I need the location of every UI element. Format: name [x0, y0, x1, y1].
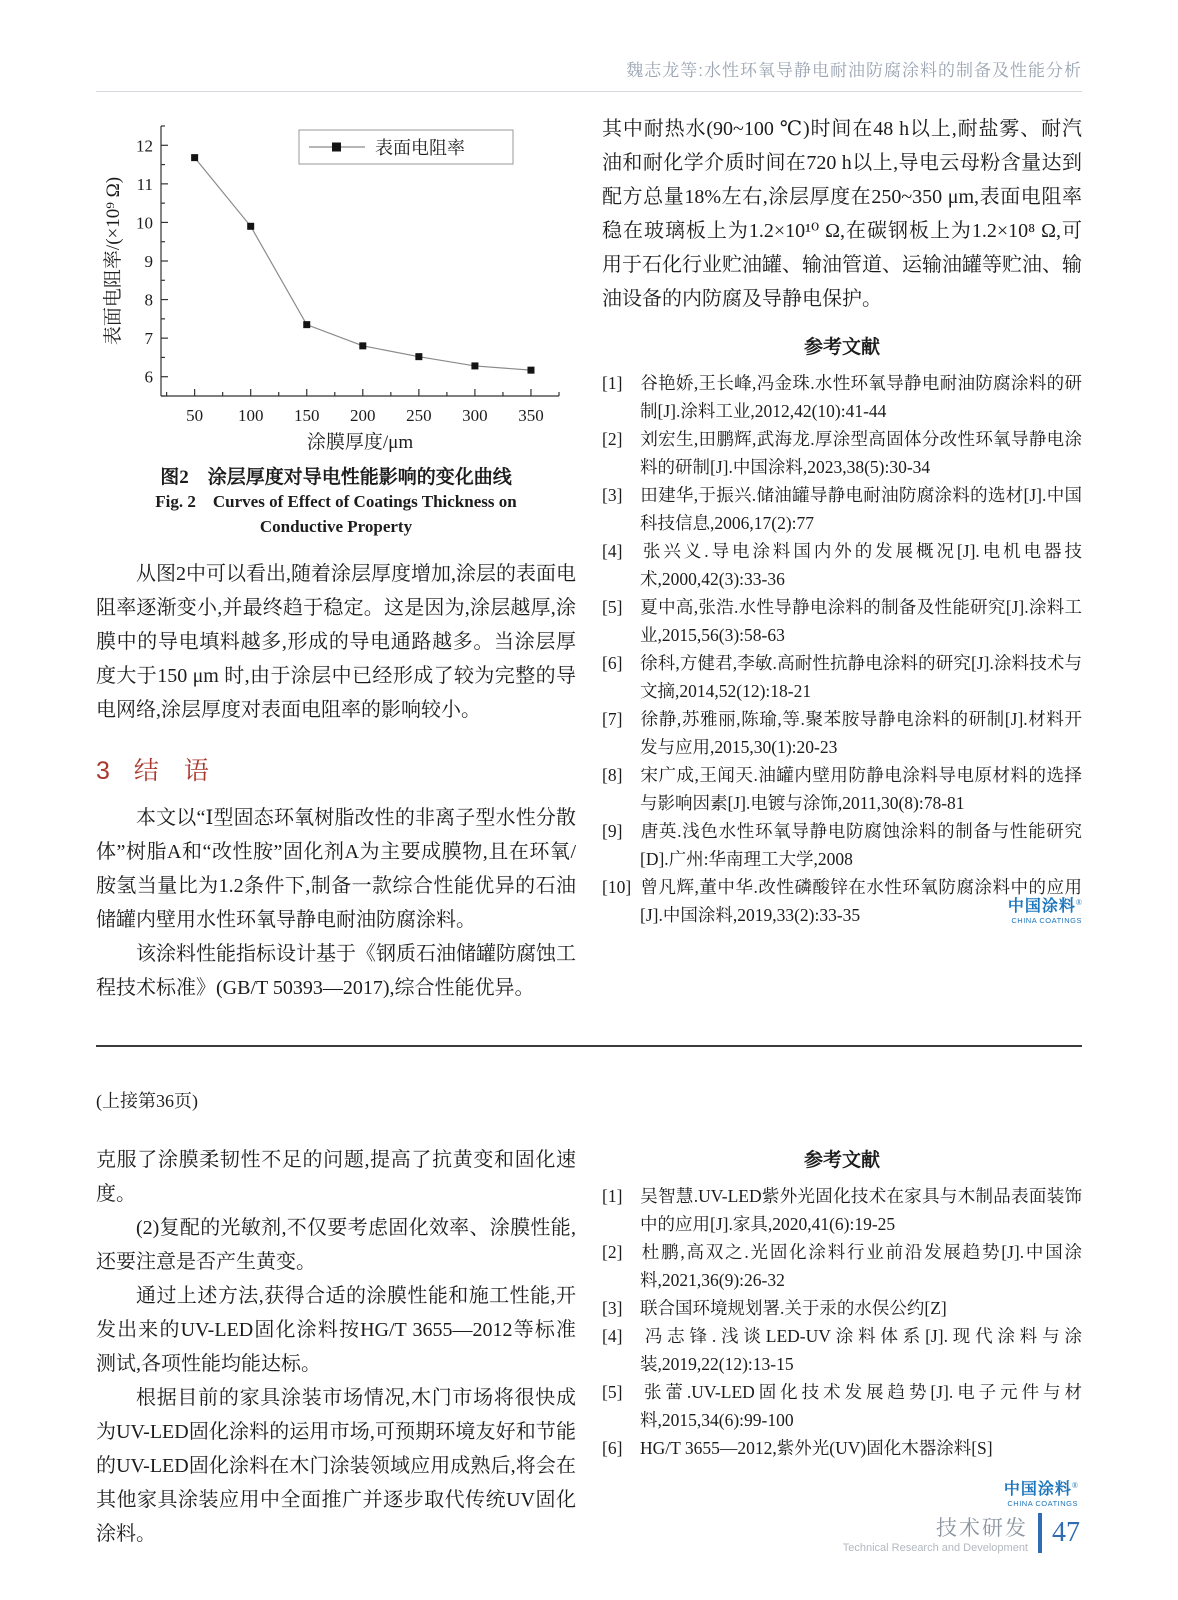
reference-label: [10]: [602, 877, 632, 897]
reference-text: 宋广成,王闻天.油罐内壁用防静电涂料导电原材料的选择与影响因素[J].电镀与涂饰,2011,30(8):78-81: [640, 765, 1082, 813]
registered-mark-icon: ®: [1071, 1481, 1078, 1490]
figure2-caption-cn: 图2 涂层厚度对导电性能影响的变化曲线: [160, 467, 512, 488]
footer-section-labels: [843, 1512, 1028, 1554]
references-list-2: [602, 1182, 1082, 1462]
reference-item: [602, 1378, 1082, 1434]
conclusion-paragraph-1: 本文以“Ⅰ型固态环氧树脂改性的非离子型水性分散体”树脂A和“改性胺”固化剂A为主要成膜物,且在环氧/胺氢当量比为1.2条件下,制备一款综合性能优异的石油储罐内壁用水性环氧导静电耐油防腐涂料。: [96, 807, 576, 931]
reference-label: [4]: [602, 541, 623, 561]
china-coatings-logo-cn: 中国涂料: [1003, 1481, 1072, 1498]
svg-text:50: 50: [186, 406, 204, 425]
svg-text:9: 9: [144, 252, 153, 271]
svg-text:表面电阻率: 表面电阻率: [375, 138, 465, 158]
svg-text:250: 250: [406, 406, 432, 425]
reference-text: 吴智慧.UV-LED紫外光固化技术在家具与木制品表面装饰中的应用[J].家具,2020,41(6):19-25: [640, 1186, 1082, 1234]
reference-item: [602, 761, 1082, 817]
footer-page-number: 47: [1052, 1517, 1080, 1548]
figure-2: [96, 112, 576, 539]
svg-text:涂膜厚度/μm: 涂膜厚度/μm: [306, 432, 414, 453]
china-coatings-logo-en: CHINA COATINGS: [1007, 1499, 1078, 1508]
svg-text:7: 7: [144, 329, 153, 349]
footer-section-en: Technical Research and Development: [842, 1542, 1028, 1554]
svg-text:10: 10: [136, 213, 153, 233]
svg-text:表面电阻率/(×10⁹ Ω): 表面电阻率/(×10⁹ Ω): [103, 176, 124, 346]
reference-text: 刘宏生,田鹏辉,武海龙.厚涂型高固体分改性环氧导静电涂料的研制[J].中国涂料,2023,38(5):30-34: [640, 429, 1082, 477]
reference-label: [7]: [602, 709, 623, 729]
reference-item: [602, 369, 1082, 425]
china-coatings-logo-cn: 中国涂料: [1007, 898, 1076, 915]
svg-text:6: 6: [144, 367, 153, 387]
reference-text: 联合国环境规划署.关于汞的水俣公约[Z]: [640, 1298, 947, 1318]
references-list-1: [602, 369, 1082, 929]
reference-label: [9]: [602, 821, 623, 841]
page-footer: [843, 1512, 1080, 1554]
china-coatings-logo-en: CHINA COATINGS: [1011, 916, 1082, 925]
reference-text: 冯志锋.浅谈LED-UV涂料体系[J].现代涂料与涂装,2019,22(12):13-15: [640, 1326, 1082, 1374]
article2-left-column: [96, 1143, 576, 1551]
svg-text:150: 150: [293, 406, 320, 425]
reference-item: [602, 1434, 1082, 1462]
reference-item: [602, 1238, 1082, 1294]
reference-label: [8]: [602, 765, 623, 785]
reference-text: 徐静,苏雅丽,陈瑜,等.聚苯胺导静电涂料的研制[J].材料开发与应用,2015,30(1):20-23: [640, 709, 1082, 757]
reference-text: HG/T 3655—2012,紫外光(UV)固化木器涂料[S]: [640, 1438, 993, 1458]
reference-item: [602, 481, 1082, 537]
registered-mark-icon: ®: [1075, 898, 1082, 907]
reference-item: [602, 705, 1082, 761]
reference-label: [2]: [602, 1242, 623, 1262]
reference-item: [602, 1182, 1082, 1238]
figure2-caption-en-line1: Fig. 2 Curves of Effect of Coatings Thickness on: [155, 492, 517, 511]
references-title-2: 参考文献: [803, 1150, 880, 1171]
reference-item: [602, 1294, 1082, 1322]
reference-label: [2]: [602, 429, 623, 449]
article1-left-column: [96, 112, 576, 1005]
reference-item: [602, 425, 1082, 481]
figure2-chart: [101, 112, 571, 460]
svg-text:350: 350: [518, 406, 544, 425]
header-rule: [96, 91, 1082, 92]
reference-label: [4]: [602, 1326, 623, 1346]
svg-text:200: 200: [350, 406, 376, 425]
reference-label: [6]: [602, 1438, 623, 1458]
svg-text:300: 300: [462, 406, 488, 425]
figure2-caption-en-line2: Conductive Property: [259, 517, 413, 536]
article2-paragraph-3: 通过上述方法,获得合适的涂膜性能和施工性能,开发出来的UV-LED固化涂料按HG/T 3655—2012等标准测试,各项性能均能达标。: [96, 1285, 576, 1375]
reference-text: 谷艳娇,王长峰,冯金珠.水性环氧导静电耐油防腐涂料的研制[J].涂料工业,2012,42(10):41-44: [640, 373, 1082, 421]
article2-columns: [96, 1143, 1082, 1551]
reference-text: 夏中高,张浩.水性导静电涂料的制备及性能研究[J].涂料工业,2015,56(3):58-63: [640, 597, 1082, 645]
reference-text: 张蕾.UV-LED固化技术发展趋势[J].电子元件与材料,2015,34(6):99-100: [640, 1382, 1082, 1430]
reference-label: [5]: [602, 1382, 623, 1402]
reference-label: [6]: [602, 653, 623, 673]
article-divider: [96, 1045, 1082, 1047]
footer-accent-bar: [1038, 1513, 1042, 1553]
reference-label: [3]: [602, 485, 623, 505]
continued-note: (上接第36页): [96, 1091, 198, 1111]
performance-paragraph: 其中耐热水(90~100 ℃)时间在48 h以上,耐盐雾、耐汽油和耐化学介质时间在720 h以上,导电云母粉含量达到配方总量18%左右,涂层厚度在250~350 μm,表面电阻率稳在玻璃板上为1.2×10¹⁰ Ω,在碳钢板上为1.2×10⁸ Ω,可用于石化行业贮油罐、输油管道、运输油罐等贮油、输油设备的内防腐及导静电保护。: [602, 118, 1082, 310]
svg-text:8: 8: [144, 290, 153, 310]
article1-right-column: [602, 112, 1082, 1005]
reference-item: [602, 537, 1082, 593]
figure2-caption: [96, 462, 576, 539]
article2-right-column: [602, 1143, 1082, 1551]
svg-text:100: 100: [237, 406, 264, 425]
continuation-paragraph: 克服了涂膜柔韧性不足的问题,提高了抗黄变和固化速度。: [96, 1149, 576, 1205]
article2-paragraph-4: 根据目前的家具涂装市场情况,木门市场将很快成为UV-LED固化涂料的运用市场,可预期环境友好和节能的UV-LED固化涂料在木门涂装领域应用成熟后,将会在其他家具涂装应用中全面推广并逐步取代传统UV固化涂料。: [96, 1387, 576, 1545]
section3-number: 3: [96, 757, 110, 785]
reference-label: [3]: [602, 1298, 623, 1318]
reference-item: [602, 593, 1082, 649]
analysis-paragraph: 从图2中可以看出,随着涂层厚度增加,涂层的表面电阻率逐渐变小,并最终趋于稳定。这是因为,涂层越厚,涂膜中的导电填料越多,形成的导电通路越多。当涂层厚度大于150 μm 时,由于涂层中已经形成了较为完整的导电网络,涂层厚度对表面电阻率的影响较小。: [96, 563, 576, 721]
svg-text:12: 12: [136, 136, 153, 156]
footer-section-cn: 技术研发: [936, 1517, 1028, 1540]
reference-label: [5]: [602, 597, 623, 617]
reference-text: 徐科,方健君,李敏.高耐性抗静电涂料的研究[J].涂料技术与文摘,2014,52(12):18-21: [640, 653, 1082, 701]
reference-label: [1]: [602, 373, 623, 393]
conclusion-paragraph-2: 该涂料性能指标设计基于《钢质石油储罐防腐蚀工程技术标准》(GB/T 50393—2017),综合性能优异。: [96, 943, 576, 999]
article1-columns: [96, 112, 1082, 1005]
reference-label: [1]: [602, 1186, 623, 1206]
china-coatings-logo: [602, 1482, 1082, 1508]
reference-text: 曾凡辉,董中华.改性磷酸锌在水性环氧防腐涂料中的应用[J].中国涂料,2019,33(2):33-35: [640, 877, 1082, 925]
section3-heading: [96, 751, 576, 787]
reference-text: 杜鹏,高双之.光固化涂料行业前沿发展趋势[J].中国涂料,2021,36(9):26-32: [640, 1242, 1082, 1290]
reference-item: [602, 817, 1082, 873]
reference-item: [602, 649, 1082, 705]
article2-paragraph-2: (2)复配的光敏剂,不仅要考虑固化效率、涂膜性能,还要注意是否产生黄变。: [96, 1217, 576, 1273]
reference-item: [602, 1322, 1082, 1378]
references-title-1: 参考文献: [803, 337, 880, 358]
svg-text:11: 11: [136, 174, 153, 194]
reference-text: 张兴义.导电涂料国内外的发展概况[J].电机电器技术,2000,42(3):33-36: [640, 541, 1082, 589]
running-title: 魏志龙等:水性环氧导静电耐油防腐涂料的制备及性能分析: [626, 61, 1082, 80]
reference-text: 唐英.浅色水性环氧导静电防腐蚀涂料的制备与性能研究[D].广州:华南理工大学,2008: [640, 821, 1082, 869]
section3-title: 结 语: [133, 757, 209, 785]
reference-text: 田建华,于振兴.储油罐导静电耐油防腐涂料的选材[J].中国科技信息,2006,17(2):77: [640, 485, 1082, 533]
